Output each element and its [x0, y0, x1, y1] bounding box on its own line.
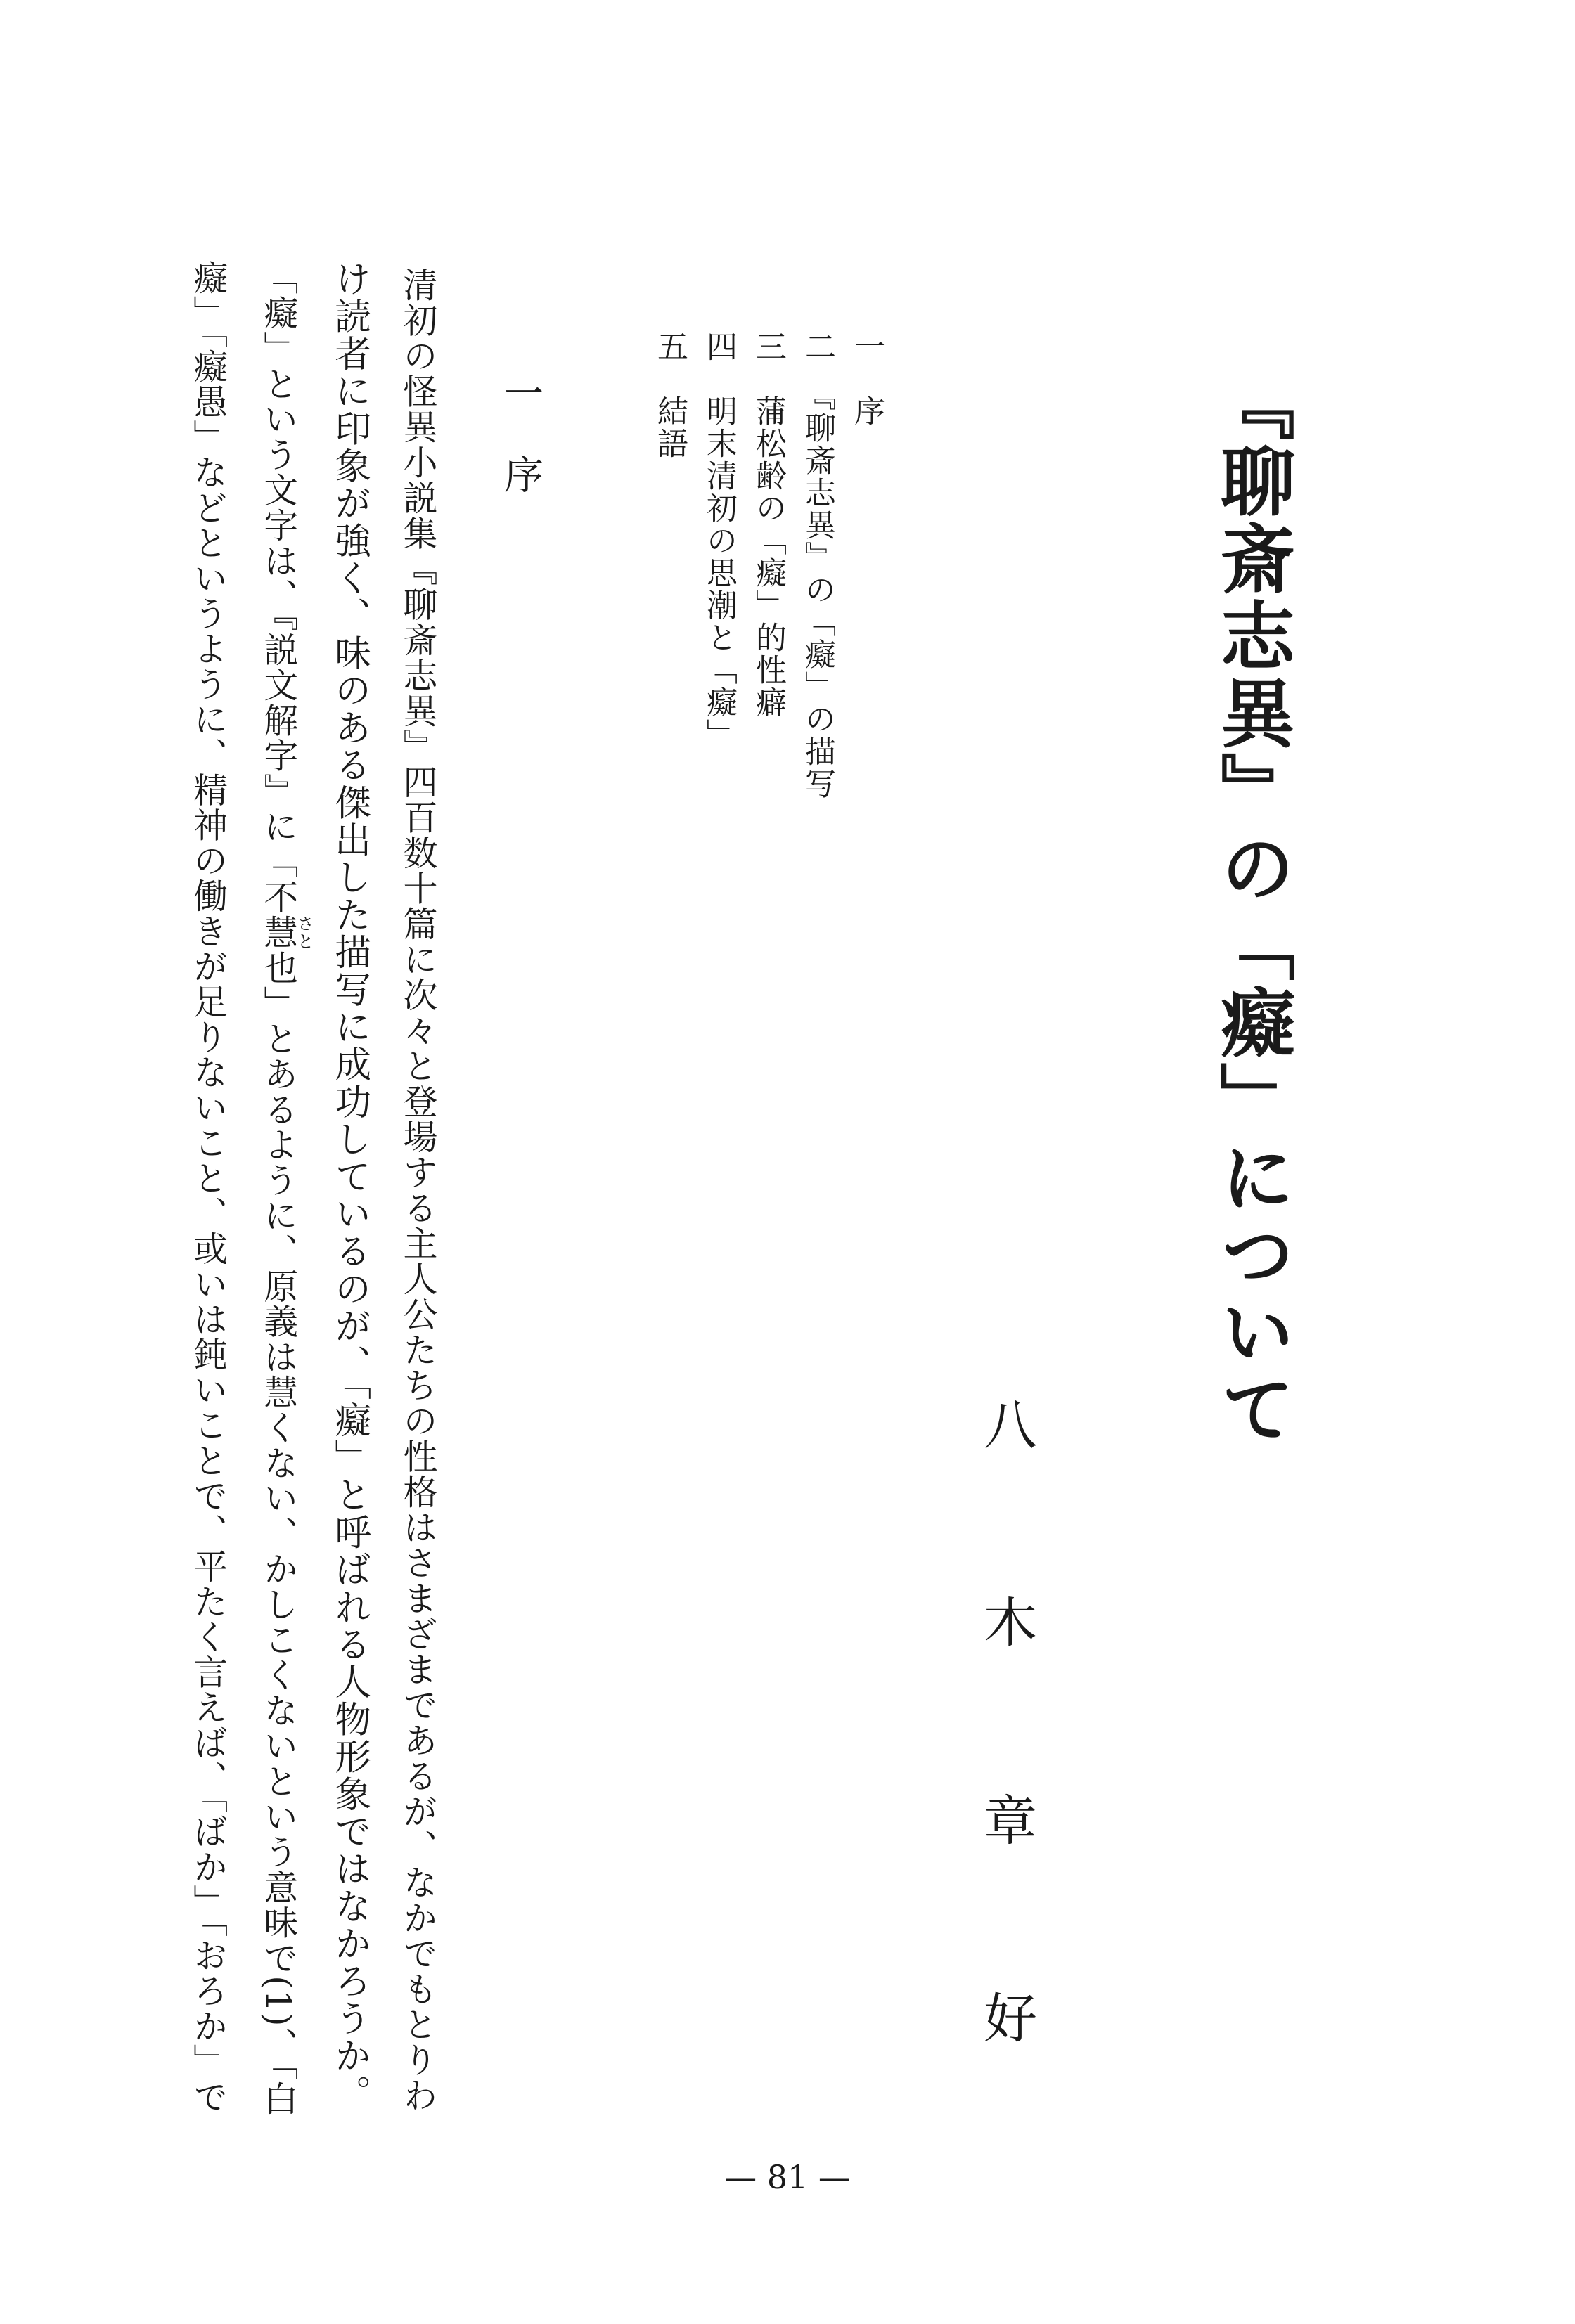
- toc-item: [849, 330, 885, 427]
- toc-number: 五: [652, 330, 688, 363]
- toc-label: 序: [849, 395, 885, 427]
- article-title: 『聊斎志異』の「癡」について: [1209, 366, 1297, 1448]
- toc-number: 二: [799, 330, 835, 363]
- body-text-line: け読者に印象が強く、味のある傑出した描写に成功しているのが、「癡」と呼ばれる人物形象ではなかろうか。: [328, 260, 371, 2112]
- author-name: [972, 1394, 1049, 2050]
- toc-number: 三: [750, 330, 786, 363]
- toc-number: 四: [701, 330, 737, 363]
- author-char: 章: [984, 1789, 1037, 1852]
- toc-label: 蒲松齢の「癡」的性癖: [750, 395, 786, 718]
- ruby-annotation: 慧さと: [257, 914, 314, 950]
- toc-item: [652, 330, 688, 460]
- toc-item: [799, 330, 835, 800]
- author-char: 八: [984, 1394, 1037, 1457]
- body-text-line: 「癡」という文字は、『説文解字』に「不慧さと也」とあるように、原義は慧くない、かしこくないという意味で(1)、「白: [257, 260, 314, 2117]
- section-heading: [498, 373, 544, 493]
- toc-item: [750, 330, 786, 718]
- toc-label: 明末清初の思潮と「癡」: [701, 395, 737, 751]
- section-title: 序: [498, 454, 544, 493]
- toc-label: 結語: [652, 395, 688, 460]
- body-text-line: 清初の怪異小説集『聊斎志異』四百数十篇に次々と登場する主人公たちの性格はさまざまであるが、なかでもとりわ: [398, 267, 438, 2113]
- ruby-reading: さと: [294, 914, 314, 950]
- toc-number: 一: [849, 330, 885, 363]
- toc-label: 『聊斎志異』の「癡」の描写: [799, 395, 835, 800]
- section-number: 一: [498, 373, 544, 412]
- body-text-line: 癡」「癡愚」などというように、精神の働きが足りないこと、或いは鈍いことで、平たく言えば、「ばか」「おろか」で: [187, 260, 227, 2115]
- page-number: — 81 —: [724, 2158, 851, 2196]
- toc-item: [701, 330, 737, 751]
- author-char: 木: [984, 1592, 1037, 1655]
- author-char: 好: [984, 1987, 1037, 2050]
